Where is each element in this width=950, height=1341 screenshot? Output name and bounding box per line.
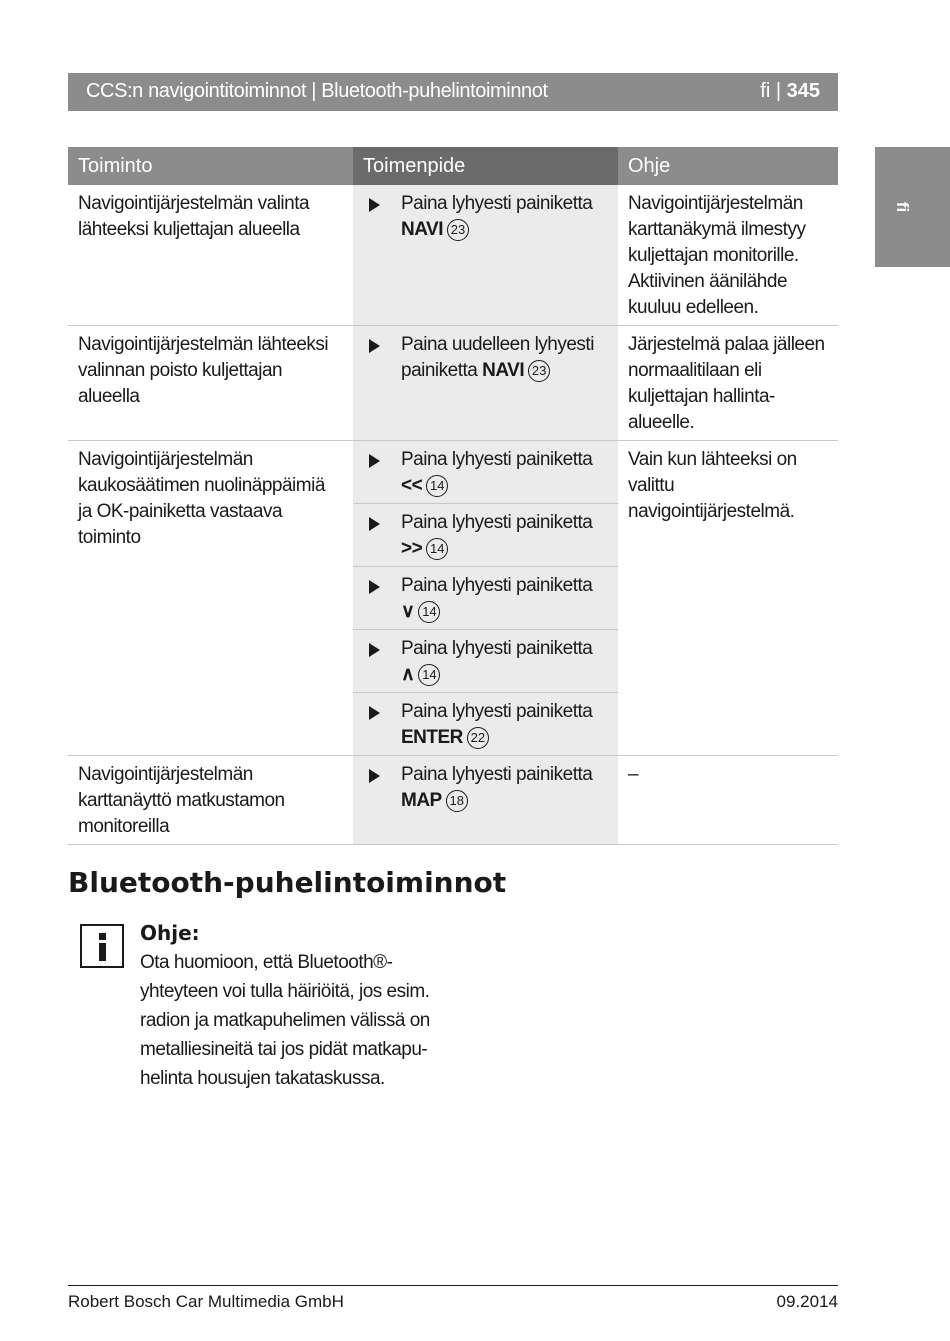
arrow-bullet-icon [369,769,380,783]
table-row [68,756,838,845]
action-cell [353,185,618,326]
arrow-bullet-icon [369,580,380,594]
note-line: Ota huomioon, että Bluetooth®- [140,952,393,973]
key-label: NAVI [401,219,443,240]
note-body [140,948,440,1093]
table-header-row [68,147,838,185]
note-line: helinta housujen takataskussa. [140,1068,385,1089]
function-cell: Navigointijärjestelmän valinta lähteeksi kuljettajan alueella [68,185,353,326]
step-text: Paina uudelleen lyhyesti painiketta [401,334,594,381]
function-cell: Navigointijärjestelmän karttanäyttö matkustamon monitoreilla [68,756,353,845]
step [363,191,608,243]
arrow-bullet-icon [369,517,380,531]
function-cell: Navigointijärjestelmän lähteeksi valinnan poisto kuljettajan alueella [68,326,353,441]
table-row [68,326,838,441]
callout-number: 23 [447,219,469,241]
footer-date: 09.2014 [776,1292,838,1311]
note-cell: Vain kun lähteeksi on valittu navigointijärjestelmä. [618,441,838,756]
note-line: radion ja matkapuhelimen välissä on [140,1010,430,1031]
callout-number: 23 [528,360,550,382]
callout-number: 18 [446,790,468,812]
action-cell [353,693,618,756]
language-code: fi | [760,80,782,102]
step [363,510,608,562]
action-cell [353,441,618,504]
function-cell: Navigointijärjestelmän kaukosäätimen nuolinäppäimiä ja OK-painiketta vastaava toiminto [68,441,353,756]
info-icon [80,924,124,968]
table-row [68,441,838,504]
step-text: Paina lyhyesti painiketta [401,449,593,470]
step [363,636,608,688]
key-label: NAVI [482,360,525,381]
note-line: metalliesineitä tai jos pidät matkapu- [140,1039,428,1060]
table-row [68,185,838,326]
note-line: yhteyteen voi tulla häiriöitä, jos esim. [140,981,430,1002]
callout-number: 14 [426,538,448,560]
step [363,332,608,384]
page-number-value: 345 [786,80,820,102]
step-text: Paina lyhyesti painiketta [401,512,593,533]
chevron-up-icon: ∧ [401,664,415,685]
section-heading: Bluetooth-puhelintoiminnot [68,866,507,899]
action-cell [353,756,618,845]
side-tab-label: fi [893,201,913,213]
action-cell [353,567,618,630]
callout-number: 22 [467,727,489,749]
function-table [68,147,838,845]
key-label: ENTER [401,727,463,748]
arrow-bullet-icon [369,454,380,468]
action-cell [353,326,618,441]
step [363,699,608,751]
footer-company: Robert Bosch Car Multimedia GmbH [68,1292,344,1311]
note-heading: Ohje: [140,921,200,945]
arrow-bullet-icon [369,339,380,353]
step-text: Paina lyhyesti painiketta [401,701,593,722]
page-number [760,80,820,103]
key-label: MAP [401,790,442,811]
footer-rule [68,1285,838,1286]
action-cell [353,504,618,567]
key-label: >> [401,538,423,559]
running-header [68,73,838,111]
action-cell [353,630,618,693]
key-label: << [401,475,423,496]
step [363,762,608,814]
step-text: Paina lyhyesti painiketta [401,193,593,214]
arrow-bullet-icon [369,643,380,657]
step-text: Paina lyhyesti painiketta [401,638,593,659]
column-header-note: Ohje [618,147,838,185]
header-title: CCS:n navigointitoiminnot | Bluetooth-puhelintoiminnot [86,80,548,102]
callout-number: 14 [418,664,440,686]
arrow-bullet-icon [369,706,380,720]
step-text: Paina lyhyesti painiketta [401,575,593,596]
note-cell: – [618,756,838,845]
step [363,447,608,499]
column-header-function: Toiminto [68,147,353,185]
step-text: Paina lyhyesti painiketta [401,764,593,785]
note-cell: Navigointijärjestelmän karttanäkymä ilmestyy kuljettajan monitorille. Aktiivinen äänilähde kuuluu edelleen. [618,185,838,326]
column-header-action: Toimenpide [353,147,618,185]
arrow-bullet-icon [369,198,380,212]
callout-number: 14 [418,601,440,623]
note-cell: Järjestelmä palaa jälleen normaalitilaan eli kuljettajan hallinta-alueelle. [618,326,838,441]
language-side-tab [875,147,950,267]
step [363,573,608,625]
callout-number: 14 [426,475,448,497]
chevron-down-icon: ∨ [401,601,415,622]
